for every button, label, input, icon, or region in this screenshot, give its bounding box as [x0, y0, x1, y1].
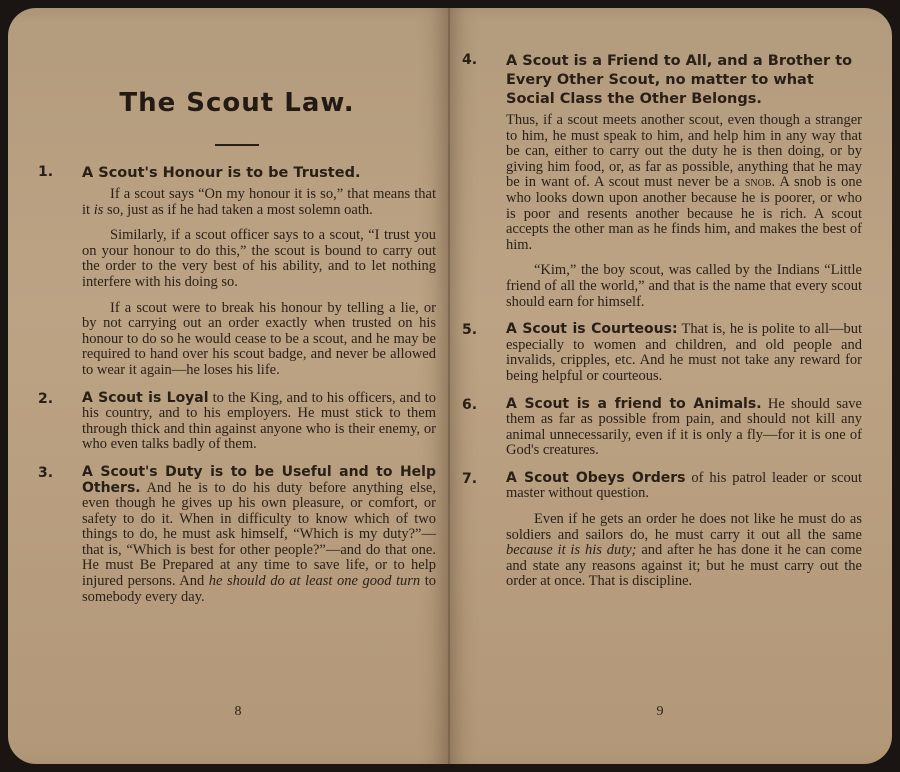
text-run: to somebody every day.: [82, 573, 436, 605]
law-body: [506, 397, 862, 459]
page-title: The Scout Law.: [119, 88, 355, 118]
law-number: 7.: [462, 470, 478, 487]
text-run: . A snob is one who looks down upon another because he is poorer, or who is poor and resents another because he is rich. A scout accepts the other man as he finds him, and makes the best of him.: [506, 174, 862, 253]
text-run: of his patrol leader or scout master without question.: [506, 469, 863, 502]
law-heading: A Scout's Duty is to be Useful and to Help Others.: [82, 463, 436, 496]
text-run: so, just as if he had taken a most solemn oath.: [103, 201, 373, 218]
law-heading: A Scout is a friend to Animals.: [506, 395, 762, 412]
book-spread: [8, 8, 892, 764]
text-run: And he is to do his duty before anything else, even though he gives up his own pleasure, or comfort, or safety to do it. When in difficulty to know which of two things to do, he must ask himself, “Which is my duty?”—that is, “Which is best for other people?”—and do that one. He must Be Prepared at any time to save life, or to help injured persons. And: [82, 479, 436, 590]
law-1: [38, 164, 436, 379]
law-paragraph: If a scout were to break his honour by telling a lie, or by not carrying out an order exactly when trusted on his honour to do so he would cease to be a scout, and he may be required to hand over his scout badge, and never be allowed to wear it again—he loses his life.: [82, 299, 436, 378]
page-number: 8: [234, 704, 242, 719]
right-page: [448, 8, 892, 764]
small-caps-text: snob: [744, 174, 772, 191]
text-run: He should save them as far as possible from pain, and should not kill any animal unnecessarily, even if it is only a fly—for it is one of God's creatures.: [506, 395, 862, 459]
law-number: 5.: [462, 322, 478, 339]
left-page: [8, 8, 448, 764]
law-number: 2.: [38, 390, 54, 407]
text-run: to the King, and to his officers, and to his country, and to his employers. He must stick to them through thick and thin against anyone who is their enemy, or who even talks badly of them.: [82, 389, 436, 453]
text-run: Even if he gets an order he does not like he must do as soldiers and sailors do, he must carry it out all the same: [506, 511, 862, 543]
law-heading: A Scout Obeys Orders: [506, 469, 686, 486]
law-paragraph: [82, 187, 436, 218]
title-rule: [215, 144, 259, 146]
law-5: [462, 322, 862, 384]
text-run: If a scout says “On my honour it is so,” that means that it: [82, 186, 436, 218]
text-run: That is, he is polite to all—but especially to women and children, and old people and invalids, cripples, etc. And he must not take any reward for being helpful or courteous.: [506, 321, 862, 384]
emphasis-text: is: [93, 201, 104, 218]
law-number: 1.: [38, 164, 54, 180]
law-heading: A Scout is a Friend to All, and a Brother to Every Other Scout, no matter to what Social Class the Other Belongs.: [506, 53, 853, 107]
law-paragraph: Similarly, if a scout officer says to a scout, “I trust you on your honour to do this,” the scout is bound to carry out the order to the very best of his ability, and to let nothing interfere with his doing so.: [82, 227, 436, 290]
law-number: 4.: [462, 52, 478, 68]
law-heading: A Scout is Loyal: [82, 389, 209, 406]
page-number: 9: [656, 704, 664, 719]
law-body: [506, 322, 862, 384]
emphasis-text: he should do at least one good turn: [208, 573, 421, 590]
law-number: 6.: [462, 396, 478, 413]
law-paragraph: [506, 512, 862, 590]
law-2: [38, 391, 436, 453]
law-heading: A Scout's Honour is to be Trusted.: [82, 165, 361, 181]
law-paragraph: [506, 113, 862, 253]
law-heading: A Scout is Courteous:: [506, 321, 678, 338]
law-body: [506, 471, 862, 502]
law-4: [462, 52, 862, 310]
text-run: and after he has done it he can come and state any reasons against it; but he must carry out the order at once. That is discipline.: [506, 542, 862, 590]
emphasis-text: because it is his duty;: [506, 542, 637, 559]
law-7: [462, 471, 862, 590]
law-number: 3.: [38, 464, 54, 481]
book-gutter: [448, 8, 450, 764]
law-paragraph: “Kim,” the boy scout, was called by the Indians “Little friend of all the world,” and that is the name that every scout should earn for himself.: [506, 262, 862, 310]
law-3: [38, 465, 436, 605]
text-run: Thus, if a scout meets another scout, even though a stranger to him, he must speak to him, and help him in any way that be can, either to carry out the duty he is then doing, or by giving him food, or, as far as possible, anything that he may be in want of. A scout must never be a: [506, 112, 862, 191]
law-6: [462, 397, 862, 459]
law-body: [82, 465, 436, 605]
law-body: [82, 391, 436, 453]
